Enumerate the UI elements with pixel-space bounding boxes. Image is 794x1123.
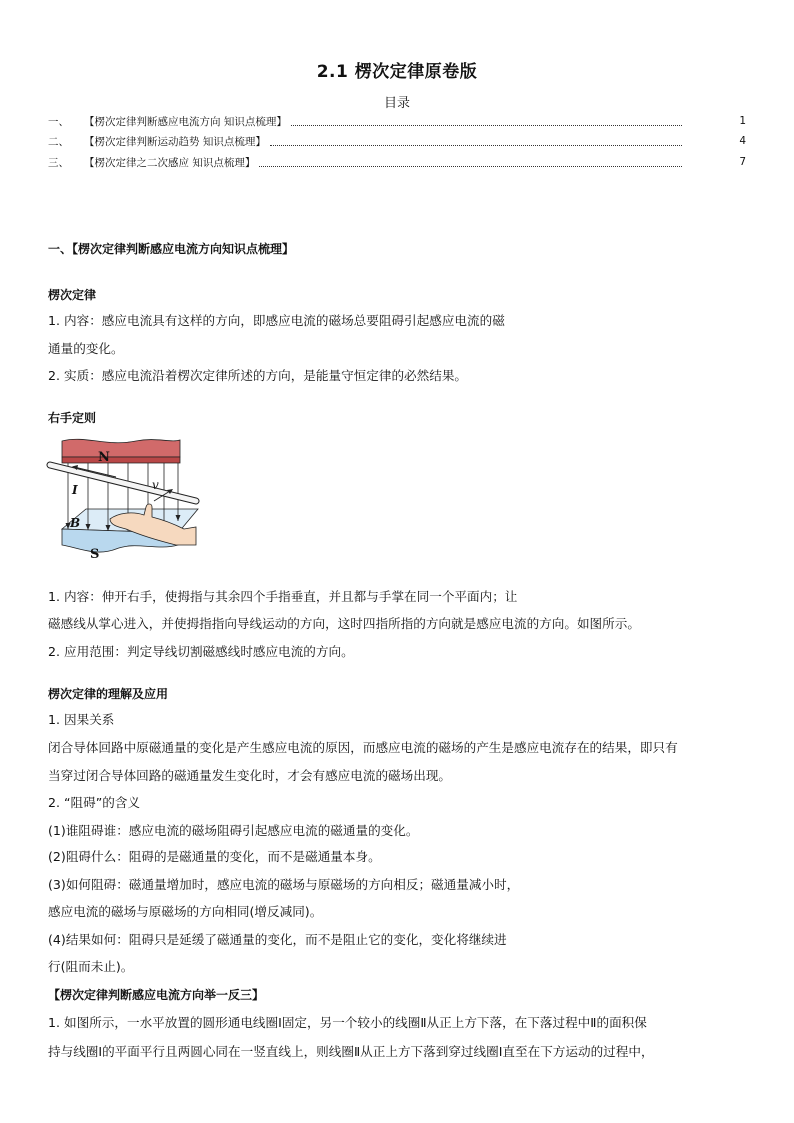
understanding-line: 2. “阻碍”的含义 [48,795,141,810]
understanding-line: (3)如何阻碍：磁通量增加时，感应电流的磁场与原磁场的方向相反；磁通量减小时， [48,877,520,892]
understanding-line: 感应电流的磁场与原磁场的方向相同(增反减同)。 [48,904,323,919]
toc-leader-dots [270,136,682,146]
lenz-law-title: 楞次定律 [48,288,97,302]
toc-item-text: 【楞次定律判断运动趋势 知识点梳理】 [84,135,266,148]
understanding-line: 闭合导体回路中原磁通量的变化是产生感应电流的原因，而感应电流的磁场的产生是感应电流存在的结果，即只有 [48,740,678,755]
north-pole-label: N [98,450,110,465]
toc-item-page: 4 [739,135,746,147]
toc-item[interactable] [48,113,746,129]
rhr-scope: 2. 应用范围：判定导线切割磁感线时感应电流的方向。 [48,644,354,659]
field-label: B [70,516,81,530]
page-title: 2.1 楞次定律原卷版 [316,62,478,82]
understanding-line: 1. 因果关系 [48,712,115,727]
toc-item-number: 一、 [48,115,69,128]
current-label: I [72,483,78,497]
toc-item[interactable] [48,154,746,170]
toc-item-text: 【楞次定律之二次感应 知识点梳理】 [84,156,256,169]
right-hand-rule-figure [46,437,206,567]
question-line: 持与线圈Ⅰ的平面平行且两圆心同在一竖直线上，则线圈Ⅱ从正上方下落到穿过线圈Ⅰ直至在下方运动的过程中， [48,1044,654,1059]
practice-title: 【楞次定律判断感应电流方向举一反三】 [48,988,265,1002]
toc-item[interactable] [48,133,746,149]
understanding-line: (4)结果如何：阻碍只是延缓了磁通量的变化，而不是阻止它的变化，变化将继续进 [48,932,507,947]
toc-leader-dots [259,157,682,167]
toc-item-number: 二、 [48,135,69,148]
lenz-law-content-line2: 通量的变化。 [48,341,124,356]
rhr-content-line1: 1. 内容：伸开右手，使拇指与其余四个手指垂直，并且都与手掌在同一个平面内；让 [48,589,518,604]
understanding-line: (2)阻碍什么：阻碍的是磁通量的变化，而不是磁通量本身。 [48,849,381,864]
right-hand-rule-title: 右手定则 [48,411,97,425]
lenz-law-content-line1: 1. 内容：感应电流具有这样的方向，即感应电流的磁场总要阻碍引起感应电流的磁 [48,313,505,328]
understanding-line: 当穿过闭合导体回路的磁通量发生变化时，才会有感应电流的磁场出现。 [48,768,451,783]
understanding-line: (1)谁阻碍谁：感应电流的磁场阻碍引起感应电流的磁通量的变化。 [48,823,419,838]
rhr-content-line2: 磁感线从掌心进入，并使拇指指向导线运动的方向，这时四指所指的方向就是感应电流的方向。如图所示。 [48,616,640,631]
toc-item-number: 三、 [48,156,69,169]
toc-item-text: 【楞次定律判断感应电流方向 知识点梳理】 [84,115,287,128]
toc-heading: 目录 [383,96,410,111]
south-pole-label: S [90,547,100,562]
toc-item-page: 1 [739,115,746,127]
lenz-law-essence: 2. 实质：感应电流沿着楞次定律所述的方向，是能量守恒定律的必然结果。 [48,368,468,383]
section-heading: 一、【楞次定律判断感应电流方向知识点梳理】 [48,242,295,256]
question-line: 1. 如图所示，一水平放置的圆形通电线圈Ⅰ固定，另一个较小的线圈Ⅱ从正上方下落，在下落过程中Ⅱ的面积保 [48,1015,647,1030]
velocity-label: v [152,478,159,492]
toc-leader-dots [291,116,682,126]
understanding-line: 行(阻而未止)。 [48,959,134,974]
toc-item-page: 7 [739,156,746,168]
understanding-title: 楞次定律的理解及应用 [48,687,169,701]
